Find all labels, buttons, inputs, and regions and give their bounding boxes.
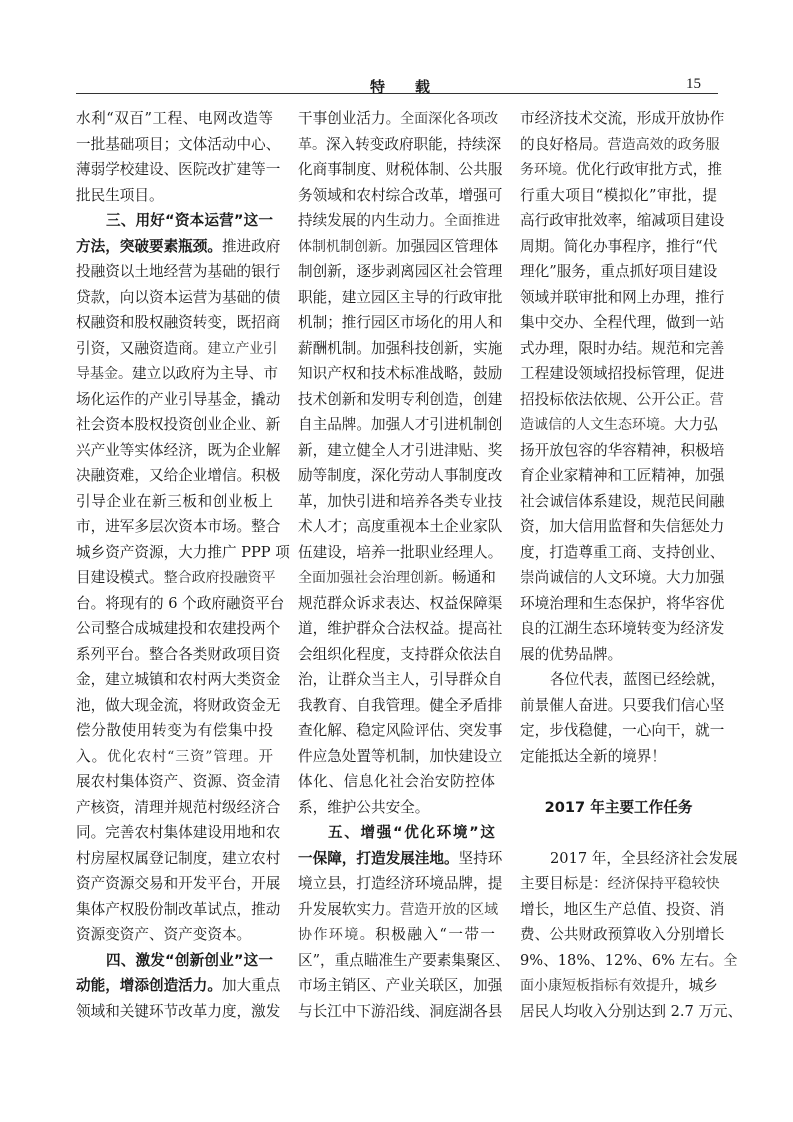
emphasis-text: 务环境。: [520, 162, 576, 178]
header-rule: [76, 93, 718, 94]
body-text: 城乡资产资源，大力推广 PPP 项: [76, 543, 290, 561]
body-text: 务领域和农村综合改革，增强可: [298, 186, 503, 204]
body-text: 决融资难，又给企业增信。积极: [76, 467, 281, 484]
text-line: [76, 336, 278, 362]
body-text: 建立以政府为主导、市: [132, 365, 278, 382]
emphasis-text: 营造开放的区域: [400, 901, 499, 918]
text-line: [298, 795, 495, 821]
body-text: 一批基础项目；文体活动中心、: [76, 135, 281, 153]
text-line: [298, 820, 495, 846]
body-text: 居民人均收入分别达到 2.7 万元、: [520, 1002, 743, 1020]
emphasis-text: 面小康短板指标有效提升: [520, 978, 674, 994]
text-line: [76, 387, 281, 413]
body-text: 自主品牌。加强人才引进机制创: [298, 416, 503, 433]
text-line: [76, 616, 281, 642]
text-line: [520, 948, 738, 974]
body-text: 公司整合成城建投和农建投两个: [76, 620, 281, 637]
text-line: [76, 948, 273, 974]
text-line: [76, 718, 273, 744]
body-text: 干事创业活力。: [298, 110, 401, 127]
text-line: [520, 999, 743, 1025]
body-text: 批民生项目。: [76, 186, 164, 204]
text-line: [520, 208, 725, 234]
text-line: [298, 871, 503, 897]
text-line: [298, 157, 503, 183]
text-line: [520, 285, 725, 311]
text-line: [298, 361, 503, 387]
text-line: [76, 973, 281, 999]
emphasis-text: 全面推进: [443, 213, 500, 229]
text-line: [520, 361, 725, 387]
text-line: [520, 183, 717, 209]
body-text: 系，维护公共安全。: [298, 798, 430, 816]
text-line: [520, 157, 722, 183]
text-line: [298, 642, 503, 668]
body-text: 加强园区管理体: [396, 237, 499, 255]
text-line: [76, 667, 281, 693]
text-line: [520, 438, 725, 464]
body-text: 式办理，限时办结。规范和完善: [520, 339, 725, 357]
text-line: [298, 973, 503, 999]
body-text: 伍建设，培养一批职业经理人。: [298, 543, 503, 561]
body-text: 领域并联审批和网上办理，推行: [520, 288, 725, 306]
body-text: 领域和关键环节改革力度，激发: [76, 1002, 281, 1020]
text-line: [76, 871, 281, 897]
text-line: [76, 897, 281, 923]
text-line: [298, 106, 499, 132]
text-line: [76, 412, 281, 438]
body-text: 行重大项目“模拟化”审批，提: [520, 186, 717, 204]
text-line: [76, 310, 281, 336]
text-line: [298, 565, 495, 591]
body-text: 积极融入“一带一: [375, 926, 496, 943]
body-text: 水利“双百”工程、电网改造等: [76, 110, 273, 127]
body-text: 展农村集体资产、资源、资金清: [76, 773, 281, 790]
body-text: 2017 年主要工作任务: [544, 798, 693, 816]
body-text: 贷款，向以资本运营为基础的债: [76, 288, 281, 306]
emphasis-text: 整合政府投融资平: [163, 570, 276, 586]
text-line: [520, 412, 717, 438]
body-text: 体化、信息化社会治安防控体: [298, 773, 495, 790]
body-text: 周期。简化办事程序，推行“代: [520, 237, 718, 255]
text-line: [520, 897, 725, 923]
text-line: [298, 744, 503, 770]
body-text: 革，加快引进和培养各类专业技: [298, 492, 503, 510]
emphasis-text: 建立产业引: [207, 340, 278, 357]
body-text: 各位代表，蓝图已经绘就，: [550, 671, 726, 688]
body-text: 市，进军多层次资本市场。整合: [76, 518, 281, 535]
text-line: [520, 591, 725, 617]
text-line: [76, 463, 281, 489]
text-line: [76, 234, 281, 260]
emphasis-text: 营: [709, 391, 724, 408]
text-line: [298, 259, 503, 285]
body-text: 权融资和股权融资转变，既招商: [76, 314, 281, 331]
body-text: 件应急处置等机制，加快建设立: [298, 747, 503, 765]
body-text: 集中交办、全程代理，做到一站: [520, 314, 725, 331]
text-line: [520, 846, 738, 872]
body-text: 资源变资产、资产变资本。: [76, 926, 252, 943]
text-line: [520, 336, 725, 362]
body-text: 道，维护群众合法权益。提高社: [298, 620, 503, 637]
body-text: 社会诚信体系建设，规范民间融: [520, 492, 725, 510]
body-text: 境立县，打造经济环境品牌，提: [298, 875, 503, 892]
text-line: [298, 769, 495, 795]
section-title-char: 特: [370, 78, 386, 96]
body-text: 度，打造尊重工商、支持创业、: [520, 543, 725, 561]
text-line: [520, 106, 725, 132]
body-text: 环境治理和生态保护，将华容优: [520, 594, 725, 612]
text-line: [520, 310, 725, 336]
text-line: [298, 132, 502, 158]
body-text: 金，建立城镇和农村两大类资金: [76, 671, 281, 688]
text-line: [520, 234, 717, 260]
section-title-char: 载: [414, 78, 430, 96]
emphasis-text: 营造高效的政务服: [607, 136, 720, 153]
body-text: 查化解、稳定风险评估、突发事: [298, 722, 503, 739]
text-line: [298, 540, 503, 566]
text-line: [298, 514, 503, 540]
text-line: [76, 820, 281, 846]
text-line: [76, 769, 281, 795]
text-line: [76, 591, 285, 617]
section-heading: [520, 795, 717, 821]
text-line: [520, 514, 725, 540]
body-text: 良的江湖生态环境转变为经济发: [520, 620, 725, 637]
text-line: [76, 744, 273, 770]
body-text: 扬开放包容的华容精神，积极培: [520, 441, 725, 459]
body-text: 大力弘: [674, 416, 718, 433]
body-text: 治，让群众当主人，引导群众自: [298, 671, 503, 688]
text-line: [298, 897, 499, 923]
text-line: [76, 540, 290, 566]
text-line: [520, 718, 725, 744]
text-line: [520, 667, 726, 693]
body-text: 引导企业在新三板和创业板上: [76, 492, 273, 510]
body-text: 制创新，逐步剥离园区社会管理: [298, 263, 503, 280]
body-text: 知识产权和技术标准战略，鼓励: [298, 365, 503, 382]
text-line: [520, 642, 717, 668]
body-text: 优化行政审批方式，推: [576, 161, 722, 178]
text-line: [298, 922, 495, 948]
text-line: [76, 693, 281, 719]
text-line: [76, 489, 273, 515]
bold-heading-text: 方法，突破要素瓶颈。: [76, 237, 222, 255]
text-line: [298, 463, 503, 489]
text-line: [298, 183, 503, 209]
body-text: 技术创新和发明专利创造，创建: [298, 390, 503, 408]
body-text: 主要目标是：: [520, 875, 608, 892]
text-line: [298, 718, 503, 744]
text-line: [76, 183, 273, 209]
text-line: [76, 514, 281, 540]
text-line: [520, 132, 720, 158]
body-text: 产核资，清理并规范村级经济合: [76, 798, 281, 816]
body-text: 薄弱学校建设、医院改扩建等一: [76, 161, 281, 178]
text-line: [298, 948, 510, 974]
text-line: [520, 744, 717, 770]
text-line: [520, 769, 717, 795]
text-line: [298, 999, 503, 1025]
bold-heading-text: 一保障，打造发展洼地。: [298, 849, 459, 867]
text-line: [520, 922, 725, 948]
emphasis-text: 全面加强社会治理创新。: [298, 570, 452, 586]
body-text: 术人才；高度重视本土企业家队: [298, 518, 503, 535]
text-line: [298, 310, 503, 336]
body-text: 兴产业等实体经济，既为企业解: [76, 441, 281, 459]
emphasis-text: 导基金。: [76, 366, 132, 382]
text-line: [76, 922, 273, 948]
text-line: [76, 285, 281, 311]
body-text: 市场主销区、产业关联区，加强: [298, 977, 503, 994]
text-line: [520, 565, 725, 591]
emphasis-text: 体制机制创新。: [298, 238, 396, 255]
text-line: [298, 616, 503, 642]
text-line: [520, 259, 717, 285]
body-text: 社会资本股权投资创业企业、新: [76, 416, 281, 433]
body-text: 招投标依法依规、公开公正。: [520, 390, 710, 408]
emphasis-text: 优化农村“三资”管理。: [107, 748, 259, 765]
body-text: 励等制度，深化劳动人事制度改: [298, 467, 503, 484]
text-line: [520, 489, 725, 515]
body-text: 增长，地区生产总值、投资、消: [520, 900, 725, 918]
text-line: [76, 846, 281, 872]
body-text: 升发展软实力。: [298, 900, 401, 918]
body-text: 前景催人奋进。只要我们信心坚: [520, 696, 725, 714]
text-line: [298, 412, 503, 438]
body-text: 会组织化程度，支持群众依法自: [298, 645, 503, 663]
body-text: 资产资源交易和开发平台，开展: [76, 875, 281, 892]
text-line: [76, 259, 281, 285]
body-text: 与长江中下游沿线、洞庭湖各县: [298, 1002, 503, 1020]
text-line: [298, 489, 503, 515]
bold-heading-text: 五、增强“优化环境”这: [328, 824, 495, 841]
text-line: [520, 616, 725, 642]
text-column-2: [298, 106, 510, 1024]
body-text: 将现有的 6 个政府融资平台: [105, 594, 285, 612]
body-text: 坚持环: [458, 849, 503, 867]
text-line: [298, 234, 499, 260]
text-line: [76, 106, 273, 132]
body-text: 区”，重点瞄准生产要素集聚区、: [298, 951, 510, 969]
text-line: [76, 132, 281, 158]
body-text: 持续发展的内生动力。: [298, 212, 444, 229]
emphasis-text: 革。: [298, 136, 326, 153]
text-line: [298, 285, 503, 311]
text-line: [298, 846, 503, 872]
text-line: [520, 693, 725, 719]
text-line: [298, 591, 503, 617]
body-text: 的良好格局。: [520, 135, 608, 153]
body-text: 引资，又融资造商。: [76, 339, 208, 357]
body-text: 育企业家精神和工匠精神，加强: [520, 467, 725, 484]
body-text: 我教育、自我管理。健全矛盾排: [298, 696, 503, 714]
text-line: [298, 693, 503, 719]
body-text: ，城乡: [674, 977, 718, 994]
text-line: [520, 871, 720, 897]
body-text: 9%、18%、12%、6% 左右。: [520, 951, 724, 969]
text-line: [298, 667, 503, 693]
text-line: [298, 438, 503, 464]
text-line: [76, 438, 281, 464]
text-line: [520, 387, 724, 413]
body-text: 新，建立健全人才引进津贴、奖: [298, 441, 503, 459]
body-text: 崇尚诚信的人文环境。大力加强: [520, 569, 725, 586]
text-line: [76, 795, 281, 821]
emphasis-text: 全: [723, 952, 738, 969]
body-text: 畅通和: [452, 569, 496, 586]
text-line: [76, 157, 281, 183]
body-text: 展的优势品牌。: [520, 645, 623, 663]
body-text: 薪酬机制。加强科技创新，实施: [298, 339, 503, 357]
text-column-3: [520, 106, 743, 1024]
text-line: [298, 336, 503, 362]
text-line: [520, 820, 717, 846]
emphasis-text: 全面深化各项改: [400, 111, 499, 127]
body-text: 工程建设领域招投标管理，促进: [520, 365, 725, 382]
body-text: 台。: [76, 594, 106, 612]
body-text: 2017 年，全县经济社会发展: [550, 849, 738, 867]
text-line: [76, 999, 281, 1025]
body-text: 职能，建立园区主导的行政审批: [298, 288, 503, 306]
text-line: [520, 973, 717, 999]
body-text: 高行政审批效率，缩减项目建设: [520, 212, 725, 229]
body-text: 费、公共财政预算收入分别增长: [520, 926, 725, 943]
body-text: 市经济技术交流，形成开放协作: [520, 110, 725, 127]
text-column-1: [76, 106, 290, 1024]
body-text: 目建设模式。: [76, 569, 164, 586]
text-line: [76, 208, 273, 234]
bold-heading-text: 四、激发“创新创业”这一: [106, 951, 273, 969]
text-line: [520, 463, 725, 489]
text-line: [298, 208, 500, 234]
body-text: 资，加大信用监督和失信惩处力: [520, 518, 725, 535]
body-text: 化商事制度、财税体制、公共服: [298, 161, 503, 178]
body-text: 深入转变政府职能，持续深: [326, 135, 502, 153]
emphasis-text: 协作环境。: [298, 927, 376, 943]
body-text: 加大重点: [221, 977, 281, 994]
text-line: [298, 387, 503, 413]
body-text: 同。完善农村集体建设用地和农: [76, 824, 281, 841]
text-line: [76, 565, 276, 591]
text-line: [76, 642, 281, 668]
body-text: 偿分散使用转变为有偿集中投: [76, 722, 273, 739]
bold-heading-text: 三、用好“资本运营”这一: [106, 212, 273, 229]
body-text: 入。: [76, 747, 108, 765]
body-text: 定能抵达全新的境界！: [520, 747, 666, 765]
text-line: [520, 540, 725, 566]
body-text: 投融资以土地经营为基础的银行: [76, 263, 281, 280]
body-text: 集体产权股份制改革试点，推动: [76, 900, 281, 918]
body-text: 系列平台。整合各类财政项目资: [76, 645, 281, 663]
page-number: 15: [686, 76, 701, 92]
body-text: 定，步伐稳健，一心向干，就一: [520, 722, 725, 739]
body-text: 理化”服务，重点抓好项目建设: [520, 263, 718, 280]
text-line: [76, 361, 278, 387]
body-text: 推进政府: [221, 237, 281, 255]
body-text: 规范群众诉求表达、权益保障渠: [298, 594, 503, 612]
emphasis-text: 造诚信的人文生态环境。: [520, 417, 674, 433]
body-text: 开: [258, 747, 273, 765]
body-text: 池，做大现金流，将财政资金无: [76, 696, 281, 714]
body-text: 机制；推行园区市场化的用人和: [298, 314, 503, 331]
bold-heading-text: 动能，增添创造活力。: [76, 977, 222, 994]
body-text: 场化运作的产业引导基金，撬动: [76, 390, 281, 408]
emphasis-text: 经济保持平稳较快: [607, 876, 720, 892]
body-text: 村房屋权属登记制度，建立农村: [76, 849, 281, 867]
